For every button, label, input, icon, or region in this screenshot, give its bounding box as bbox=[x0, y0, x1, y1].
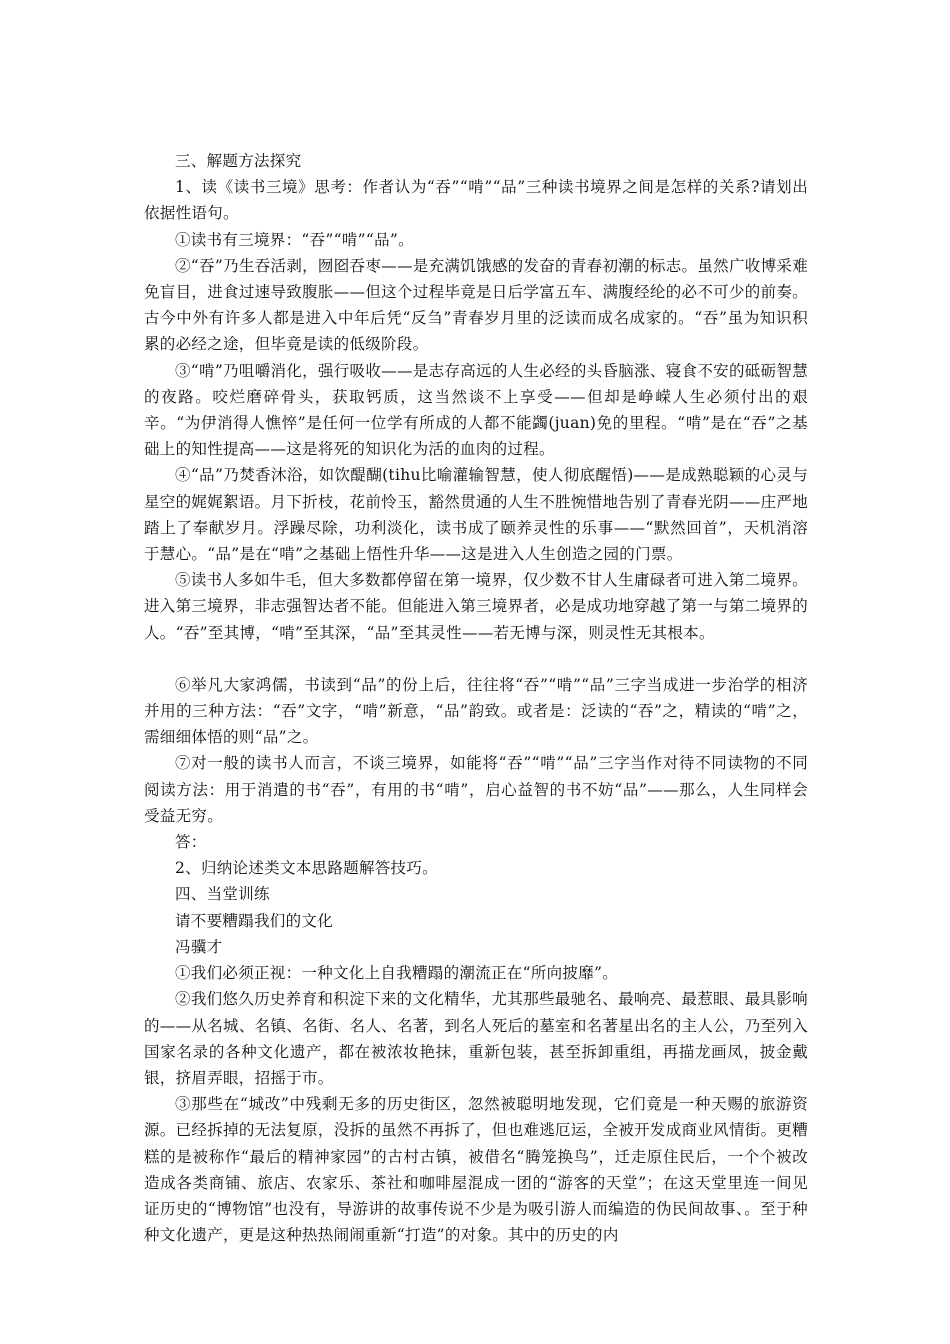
question-1: 1、读《读书三境》思考：作者认为“吞”“啃”“品”三种读书境界之间是怎样的关系?请划出依据性语句。 bbox=[144, 178, 808, 223]
document-page bbox=[144, 148, 808, 1248]
paragraph-5: ⑤读书人多如牛毛，但大多数都停留在第一境界，仅少数不甘人生庸碌者可进入第二境界。进入第三境界，非志强智达者不能。但能进入第三境界者，必是成功地穿越了第一与第二境界的人。“吞”至其博，“啃”至其深，“品”至其灵性——若无博与深，则灵性无其根本。 bbox=[144, 571, 808, 642]
question-2: 2、归纳论述类文本思路题解答技巧。 bbox=[175, 859, 438, 878]
section-heading-3: 三、解题方法探究 bbox=[175, 152, 302, 170]
article-title: 请不要糟蹋我们的文化 bbox=[175, 911, 334, 930]
paragraph-7: ⑦对一般的读书人而言，不谈三境界，如能将“吞”“啃”“品”三字当作对待不同读物的不同阅读方法：用于消遣的书“吞”，有用的书“啃”，启心益智的书不妨“品”——那么，人生同样会受益无穷。 bbox=[144, 754, 808, 825]
paragraph-2: ②“吞”乃生吞活剥，囫囵吞枣——是充满饥饿感的发奋的青春初潮的标志。虽然广收博采难免盲目，进食过速导致腹胀——但这个过程毕竟是日后学富五车、满腹经纶的必不可少的前奏。古今中外有许多人都是进入中年后凭“反刍”青春岁月里的泛读而成名成家的。“吞”虽为知识积累的必经之途，但毕竟是读的低级阶段。 bbox=[144, 256, 808, 354]
paragraph-1: ①读书有三境界：“吞”“啃”“品”。 bbox=[175, 230, 414, 249]
paragraph-6: ⑥举凡大家鸿儒，书读到“品”的份上后，往往将“吞”“啃”“品”三字当成进一步治学的相济并用的三种方法：“吞”文字，“啃”新意，“品”韵致。或者是：泛读的“吞”之，精读的“啃”之，需细细体悟的则“品”之。 bbox=[144, 675, 808, 747]
paragraph-3: ③“啃”乃咀嚼消化，强行吸收——是志存高远的人生必经的头昏脑涨、寝食不安的砥砺智慧的夜路。咬烂磨碎骨头，获取钙质，这当然谈不上享受——但却是峥嵘人生必须付出的艰辛。“为伊消得人憔悴”是任何一位学有所成的人都不能蠲(juan)免的里程。“啃”是在“吞”之基础上的知性提高——这是将死的知识化为活的血肉的过程。 bbox=[144, 361, 808, 459]
section-heading-4: 四、当堂训练 bbox=[175, 885, 270, 904]
answer-label: 答： bbox=[175, 833, 207, 852]
article-paragraph-1: ①我们必须正视：一种文化上自我糟蹋的潮流正在“所向披靡”。 bbox=[175, 964, 619, 983]
article-paragraph-2: ②我们悠久历史养育和积淀下来的文化精华，尤其那些最驰名、最响亮、最惹眼、最具影响的——从名城、名镇、名街、名人、名著，到名人死后的墓室和名著星出名的主人公，乃至列入国家名录的各种文化遗产，都在被浓妆艳抹，重新包装，甚至拆卸重组，再描龙画凤，披金戴银，挤眉弄眼，招摇于市。 bbox=[144, 990, 808, 1087]
blank-line bbox=[144, 646, 808, 672]
article-author: 冯骥才 bbox=[175, 937, 223, 956]
article-paragraph-3: ③那些在“城改”中残剩无多的历史街区，忽然被聪明地发现，它们竟是一种天赐的旅游资源。已经拆掉的无法复原，没拆的虽然不再拆了，但也难逃厄运，全被开发成商业风情街。更糟糕的是被称作“最后的精神家园”的古村古镇，被借名“腾笼换鸟”，迁走原住民后，一个个被改造成各类商铺、旅店、农家乐、茶社和咖啡屋混成一团的“游客的天堂”；在这天堂里连一间见证历史的“博物馆”也没有，导游讲的故事传说不少是为吸引游人而编造的伪民间故事、。至于种种文化遗产，更是这种热热闹闹重新“打造”的对象。其中的历史的内 bbox=[144, 1095, 808, 1245]
paragraph-4: ④“品”乃焚香沐浴，如饮醍醐(tihu比喻灌输智慧，使人彻底醒悟)——是成熟聪颖的心灵与星空的娓娓絮语。月下折枝，花前怜玉，豁然贯通的人生不胜惋惜地告别了青春光阴——庄严地踏上了奉献岁月。浮躁尽除，功利淡化，读书成了颐养灵性的乐事——“默然回首”，天机消溶于慧心。“品”是在“啃”之基础上悟性升华——这是进入人生创造之园的门票。 bbox=[144, 466, 808, 564]
